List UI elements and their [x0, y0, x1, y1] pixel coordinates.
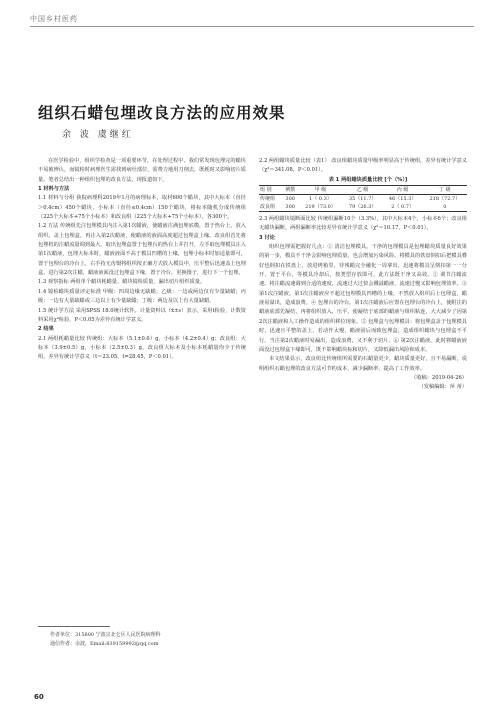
table-cell: 0 [443, 204, 447, 211]
paragraph: （发稿编辑：萍 蒂） [418, 384, 467, 391]
section-heading: 3 讨论 [259, 234, 275, 241]
table-header-row [259, 186, 467, 195]
header-rule [30, 26, 474, 27]
table-header-cell: 丙 级 [396, 187, 409, 194]
paragraph: 1.4 镜检蜡块质量评定标准 甲级：四周边缘无缺蜡；乙级：一边或两边仅有少量缺蜡；丙级：一边有大量缺蜡或三边以上有少量缺蜡；丁级：两边及以上有大量缺蜡。 [38, 288, 246, 305]
table-header-cell: 丁 级 [439, 187, 451, 194]
paragraph: 1.2 方法 传统组先注包埋模具内注入第1次蜡液，使蜡液注满包埋底模，置于热台上，放入组织，盖上包埋盒，再注入第2次蜡液，使蜡液的液面高度超过包埋盒上缘。改良组首先将包埋机的注蜡流量调到最大，取出包埋盒置于包埋台的热台上并打开，左手取包埋模具注入第1次蜡液，包埋大标本时，蜡液液面不高于模具凹槽的上缘，包埋小标本时加适量即可，置于包埋台的冷台上，右手持无齿镊将组织按正确方式放入模具中，压平整后迅速盖上包埋盒，进行第2次注蜡，蜡液液面没过包埋盒下缘，置于冷台，更换镊子，进行下一个包埋。 [38, 223, 246, 277]
article-authors: 余 波 虞继红 [62, 130, 134, 140]
left-column [38, 157, 246, 363]
table-cell: 300 [285, 196, 295, 203]
section-heading: 1 材料与方法 [38, 186, 70, 193]
footnote-affiliation: 作者单位：315800 宁波宗北仑区人民医院病理科 [50, 632, 161, 638]
paragraph: 2.1 两组耗蜡量比较 传统组：大标本（5.1±0.6）g，小标本（4.2±0.4）g；改良组：大标本（3.9±0.5）g，小标本（2.5±0.3）g。改良组大标本及小标本耗蜡量均少于传统组，差异有统计学意义（t＝23.05、t=28.45，P＜0.01）。 [38, 335, 246, 361]
table-cell: 46（15.3） [388, 196, 417, 203]
table-row [259, 195, 467, 204]
table-cell: 1（ 0.3） [309, 196, 332, 203]
table-row [259, 203, 467, 212]
footnote-contact: 通信作者：余波，Email:839159992@qq.com [50, 640, 159, 647]
table-header-cell: 乙 级 [356, 187, 369, 194]
table-cell: 传统组 [260, 196, 276, 203]
page-number: 60 [34, 693, 44, 701]
paragraph: 2.3 两组蜡块镜断面比较 传统组漏断10个（3.3%），其中大标本4个，小标本6个；改良组无蜡块漏断。两组漏断率比较差异有统计学意义（χ²＝10.17，P＜0.01）。 [259, 216, 467, 232]
table-cell: 2（ 0.7） [391, 204, 414, 211]
table-cell: 79（26.3） [348, 204, 377, 211]
table-header-cell: 例数 [285, 187, 296, 194]
table-cell: 219（73.0） [305, 204, 336, 211]
quality-table [259, 185, 467, 212]
paragraph: 2.2 两组蜡块质量比较（表1） 改良组蜡块质量甲级率明显高于传统组，差异有统计学意义（χ²＝341.08，P＜0.01）。 [259, 158, 467, 174]
article-title: 组织石蜡包埋改良方法的应用效果 [38, 104, 286, 122]
section-heading: 2 结果 [38, 326, 54, 333]
paragraph: 1.3 观察指标 两组单个蜡块耗蜡量、蜡块镜检质量，漏出切片组织质量。 [38, 279, 206, 286]
table-cell: 35（11.7） [348, 196, 377, 203]
table-header-cell: 甲 级 [314, 187, 327, 194]
paragraph: 1.5 统计学方法 采用SPSS 18.0统计软件。计量资料以（x̄±s）表示，采用t检验，计数资料采用χ²检验，P＜0.05为差异有统计学意义。 [38, 307, 246, 323]
right-column [259, 157, 467, 393]
paragraph: （收稿：2019-04-26） [411, 374, 467, 381]
table-header-cell: 组 别 [260, 187, 272, 194]
table-title: 表 1 两组蜡块质量比较 [个（%）] [328, 176, 408, 183]
right-bottom-text [259, 215, 467, 393]
right-top-text [259, 157, 467, 176]
paragraph: 在医学检验中，组织学检查是一项重要环节，在处理过程中，我们常发现包埋完的蜡块不易被辨认，而镜检时病理医生需找到病灶部位，需费力地用刀削去，既耗时又影响切片质量。笔者总结出一种组织包埋的改良方法，现报道如下。 [38, 158, 246, 183]
table-body [259, 195, 467, 212]
journal-header: 中国乡村医药 [30, 15, 78, 23]
paragraph: 1.1 材料与分组 我院病理科2019年1月的病理标本，取材600个蜡块，其中大标本（直径＞0.4cm）450个蜡块，小标本（直径≤0.4cm）150个蜡块，将标本随机分成传统组（225个大标本+75个小标本）和改良组（225个大标本+75个小标本），各300个。 [38, 195, 246, 221]
footnote-rule [38, 626, 110, 627]
table-cell: 218（72.7） [429, 196, 461, 203]
footnote [38, 631, 246, 648]
table-cell: 改良组 [260, 204, 276, 211]
table-cell: 300 [285, 204, 295, 211]
paragraph: 本文结果显示，改良组比传统组所需要的石蜡量更少，蜡块质量更好，且不易漏断，说明组织石蜡包埋的改良方法可节约成本、减少漏断率、提高了工作效率。 [259, 356, 467, 372]
paragraph: 组织包埋需把握好几点：① 清洁包埋模具。干净的包埋模具是包埋蜡块质量良好效果的第一步，模具不干净会影响包埋质量，也会增加污染风险。将模具的铁盘倒扣后把模具叠好也倒扣在铁盘上，放进烤箱里，待残蜡完全融化一周拿出，迅速将模具呈倒扣第一一分开，置于平台，等模具冷却后，按类型存放即可。此方法既干净又高效。② 调节注蜡流速。将注蜡流速调到合适的速度，流速过大过快会溅溢蜡液，流速过慢又影响包埋效率。③ 第1次注蜡液。第1次注蜡液应不超过包埋模具凹槽的上缘，不然放入组织后上包埋盒，蜡液易溢出，造成浪费。④ 包埋台的冷台。第1次注蜡液后应置在包埋台的冷台上，使附注的蜡液底部先凝结，再将组织放入，压平，使凝结于底部的蜡液与组织粘连，大大减少了因第2次注蜡液和人工操作造成的组织移位现象。⑤ 包埋盒与包埋模具：将包埋盒盖于包埋模具时，迅速且平整的盖上，若动作太慢，蜡液固后而致包埋盒，造成组织蜡块与包埋盒不平行，当注第2次蜡液时易漏出，造成浪费，又不利于切片。⑥ 第2次注蜡液。此时将蜡液液面没过包埋盒下缘即可，既不影响蜡块标和切片，又降低漏出风险和成本。 [259, 244, 467, 353]
